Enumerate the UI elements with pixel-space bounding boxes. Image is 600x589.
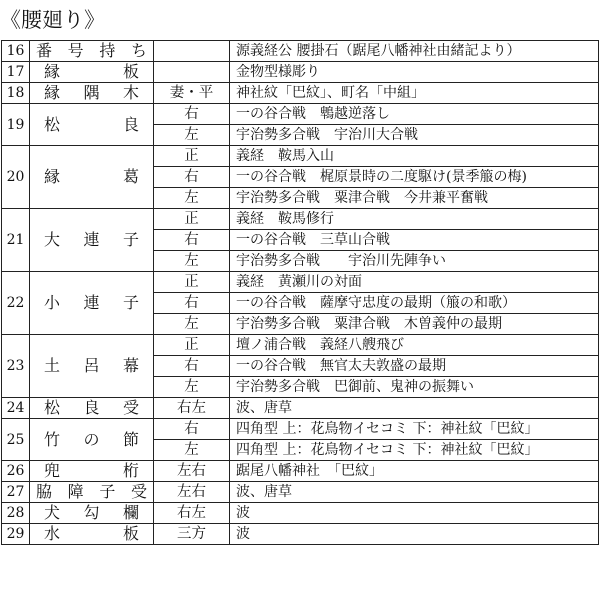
part-name-text: 水 板 <box>44 524 139 543</box>
part-name-text: 縁 板 <box>44 62 139 81</box>
position: 左 <box>154 188 230 209</box>
section-title: 《腰廻り》 <box>0 8 105 32</box>
description: 義経 鞍馬修行 <box>230 209 599 230</box>
part-name-text: 縁 隅 木 <box>44 83 139 102</box>
table-row <box>2 41 599 62</box>
part-name <box>30 146 154 209</box>
position: 右 <box>154 167 230 188</box>
description: 四角型 上：花鳥物イセコミ 下：神社紋「巴紋」 <box>230 419 599 440</box>
spec-table-body <box>2 41 599 545</box>
item-number: 18 <box>2 83 30 104</box>
part-name <box>30 503 154 524</box>
table-row <box>2 209 599 230</box>
position: 右左 <box>154 503 230 524</box>
description: 壇ノ浦合戦 義経八艘飛び <box>230 335 599 356</box>
position: 妻・平 <box>154 83 230 104</box>
table-row <box>2 335 599 356</box>
description: 宇治勢多合戦 宇治川大合戦 <box>230 125 599 146</box>
table-row <box>2 419 599 440</box>
position: 右 <box>154 230 230 251</box>
part-name <box>30 335 154 398</box>
part-name-text: 脇 障 子 受 <box>36 482 147 501</box>
part-name-text: 犬 勾 欄 <box>44 503 139 522</box>
part-name <box>30 83 154 104</box>
part-name <box>30 272 154 335</box>
item-number: 23 <box>2 335 30 398</box>
item-number: 24 <box>2 398 30 419</box>
table-row <box>2 104 599 125</box>
item-number: 21 <box>2 209 30 272</box>
description: 波 <box>230 503 599 524</box>
position: 右 <box>154 104 230 125</box>
position: 左 <box>154 377 230 398</box>
part-name <box>30 104 154 146</box>
part-name <box>30 419 154 461</box>
table-row <box>2 83 599 104</box>
spec-table <box>1 40 599 545</box>
position: 正 <box>154 335 230 356</box>
item-number: 19 <box>2 104 30 146</box>
position: 右 <box>154 419 230 440</box>
description: 一の谷合戦 梶原景時の二度駆け(景季箙の梅) <box>230 167 599 188</box>
description: 源義経公 腰掛石（踞尾八幡神社由緒記より） <box>230 41 599 62</box>
part-name-text: 松 良 <box>44 114 139 134</box>
position <box>154 41 230 62</box>
item-number: 26 <box>2 461 30 482</box>
table-row <box>2 398 599 419</box>
part-name-text: 土 呂 幕 <box>44 356 139 375</box>
description: 波、唐草 <box>230 482 599 503</box>
part-name-text: 縁 葛 <box>44 167 139 186</box>
position: 右 <box>154 356 230 377</box>
description: 神社紋「巴紋」、町名「中組」 <box>230 83 599 104</box>
item-number: 27 <box>2 482 30 503</box>
description: 一の谷合戦 鵯越逆落し <box>230 104 599 125</box>
description: 波、唐草 <box>230 398 599 419</box>
description: 一の谷合戦 無官太夫敦盛の最期 <box>230 356 599 377</box>
position: 左 <box>154 125 230 146</box>
position <box>154 62 230 83</box>
part-name <box>30 461 154 482</box>
item-number: 29 <box>2 524 30 545</box>
table-row <box>2 461 599 482</box>
item-number: 20 <box>2 146 30 209</box>
description: 一の谷合戦 薩摩守忠度の最期（箙の和歌） <box>230 293 599 314</box>
position: 正 <box>154 146 230 167</box>
item-number: 17 <box>2 62 30 83</box>
part-name <box>30 62 154 83</box>
position: 正 <box>154 272 230 293</box>
description: 波 <box>230 524 599 545</box>
part-name <box>30 482 154 503</box>
table-row <box>2 524 599 545</box>
part-name <box>30 524 154 545</box>
item-number: 16 <box>2 41 30 62</box>
description: 金物型様彫り <box>230 62 599 83</box>
position: 左 <box>154 314 230 335</box>
description: 宇治勢多合戦 粟津合戦 木曽義仲の最期 <box>230 314 599 335</box>
description: 義経 鞍馬入山 <box>230 146 599 167</box>
part-name-text: 番 号 持 ち <box>36 41 147 60</box>
table-row <box>2 482 599 503</box>
part-name-text: 竹 の 節 <box>44 429 139 449</box>
part-name-text: 兜 桁 <box>44 461 139 480</box>
description: 宇治勢多合戦 宇治川先陣争い <box>230 251 599 272</box>
description: 宇治勢多合戦 粟津合戦 今井兼平奮戦 <box>230 188 599 209</box>
part-name-text: 松 良 受 <box>44 398 139 417</box>
position: 右 <box>154 293 230 314</box>
position: 左 <box>154 440 230 461</box>
table-row <box>2 503 599 524</box>
table-row <box>2 62 599 83</box>
position: 三方 <box>154 524 230 545</box>
item-number: 25 <box>2 419 30 461</box>
position: 左右 <box>154 482 230 503</box>
part-name-text: 小 連 子 <box>44 293 139 312</box>
part-name <box>30 41 154 62</box>
item-number: 28 <box>2 503 30 524</box>
table-row <box>2 272 599 293</box>
part-name-text: 大 連 子 <box>44 230 139 249</box>
part-name <box>30 209 154 272</box>
description: 踞尾八幡神社 「巴紋」 <box>230 461 599 482</box>
position: 正 <box>154 209 230 230</box>
position: 左右 <box>154 461 230 482</box>
position: 右左 <box>154 398 230 419</box>
description: 四角型 上：花鳥物イセコミ 下：神社紋「巴紋」 <box>230 440 599 461</box>
description: 宇治勢多合戦 巴御前、鬼神の振舞い <box>230 377 599 398</box>
description: 一の谷合戦 三草山合戦 <box>230 230 599 251</box>
table-row <box>2 146 599 167</box>
position: 左 <box>154 251 230 272</box>
part-name <box>30 398 154 419</box>
item-number: 22 <box>2 272 30 335</box>
description: 義経 黄瀬川の対面 <box>230 272 599 293</box>
